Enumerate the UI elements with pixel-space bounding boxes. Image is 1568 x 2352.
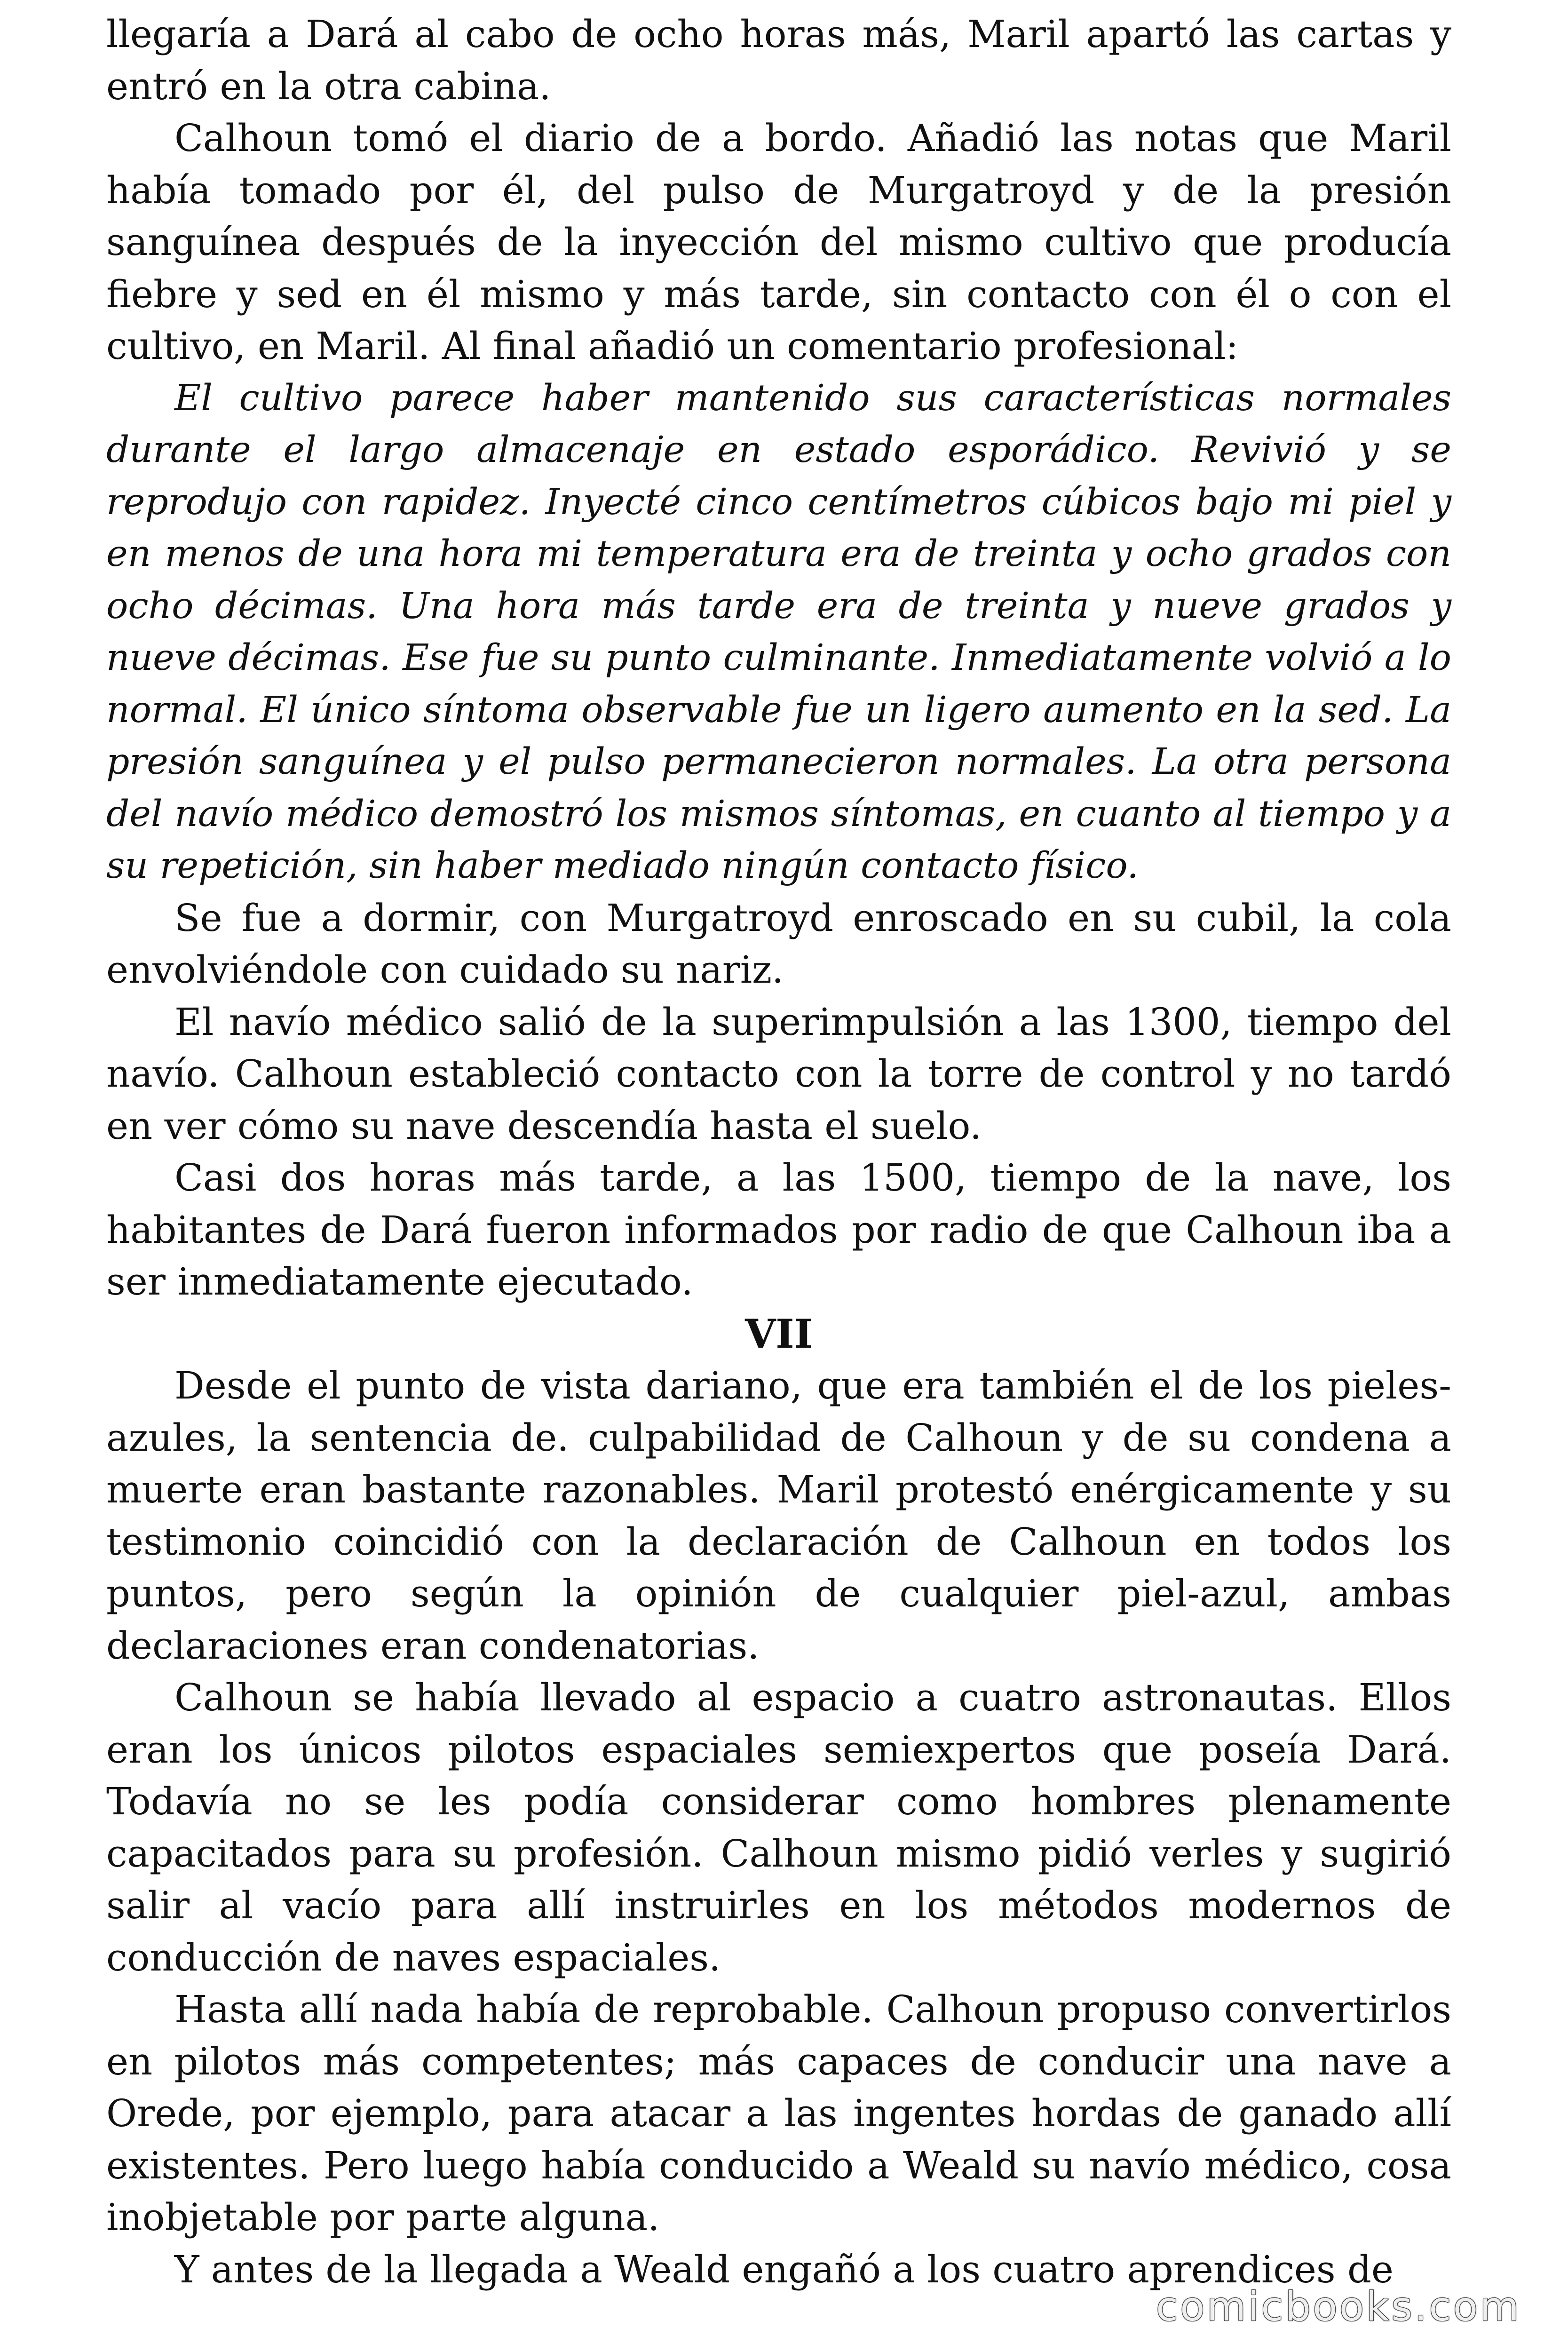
paragraph: El navío médico salió de la superimpulsión a las 1300, tiempo del navío. Calhoun estableció contacto con la torre de control y no tardó en ver cómo su nave descendía hasta el suelo. xyxy=(106,1000,1451,1148)
paragraph: Hasta allí nada había de reprobable. Calhoun propuso convertirlos en pilotos más competentes; más capaces de conducir una nave a Orede, por ejemplo, para atacar a las ingentes hordas de ganado allí existentes. Pero luego había conducido a Weald su navío médico, cosa inobjetable por parte alguna. xyxy=(106,1987,1451,2239)
paragraph: Calhoun se había llevado al espacio a cuatro astronautas. Ellos eran los únicos pilotos espaciales semiexpertos que poseía Dará. Todavía no se les podía considerar como hombres plenamente capacitados para su profesión. Calhoun mismo pidió verles y sugirió salir al vacío para allí instruirles en los métodos modernos de conducción de naves espaciales. xyxy=(106,1676,1451,1979)
document-page xyxy=(106,8,1451,2296)
watermark: comicbooks.com xyxy=(1156,2283,1521,2330)
paragraph: Desde el punto de vista dariano, que era también el de los pieles-azules, la sentencia de. culpabilidad de Calhoun y de su condena a muerte eran bastante razonables. Maril protestó enérgicamente y su testimonio coincidió con la declaración de Calhoun en todos los puntos, pero según la opinión de cualquier piel-azul, ambas declaraciones eran condenatorias. xyxy=(106,1364,1451,1668)
chapter-heading: VII xyxy=(745,1310,813,1357)
paragraph: Se fue a dormir, con Murgatroyd enroscado en su cubil, la cola envolviéndole con cuidado su nariz. xyxy=(106,896,1451,992)
italic-log-entry: El cultivo parece haber mantenido sus características normales durante el largo almacenaje en estado esporádico. Revivió y se reprodujo con rapidez. Inyecté cinco centímetros cúbicos bajo mi piel y en menos de una hora mi temperatura era de treinta y ocho grados con ocho décimas. Una hora más tarde era de treinta y nueve grados y nueve décimas. Ese fue su punto culminante. Inmediatamente volvió a lo normal. El único síntoma observable fue un ligero aumento en la sed. La presión sanguínea y el pulso permanecieron normales. La otra persona del navío médico demostró los mismos síntomas, en cuanto al tiempo y a su repetición, sin haber mediado ningún contacto físico. xyxy=(106,377,1451,887)
paragraph: Casi dos horas más tarde, a las 1500, tiempo de la nave, los habitantes de Dará fueron informados por radio de que Calhoun iba a ser inmediatamente ejecutado. xyxy=(106,1156,1451,1303)
paragraph: Calhoun tomó el diario de a bordo. Añadió las notas que Maril había tomado por él, del pulso de Murgatroyd y de la presión sanguínea después de la inyección del mismo cultivo que producía fiebre y sed en él mismo y más tarde, sin contacto con él o con el cultivo, en Maril. Al final añadió un comentario profesional: xyxy=(106,116,1451,368)
paragraph-continuation: llegaría a Dará al cabo de ocho horas más, Maril apartó las cartas y entró en la otra cabina. xyxy=(106,12,1451,108)
paragraph-truncated: Y antes de la llegada a Weald engañó a los cuatro aprendices de xyxy=(174,2247,1394,2291)
